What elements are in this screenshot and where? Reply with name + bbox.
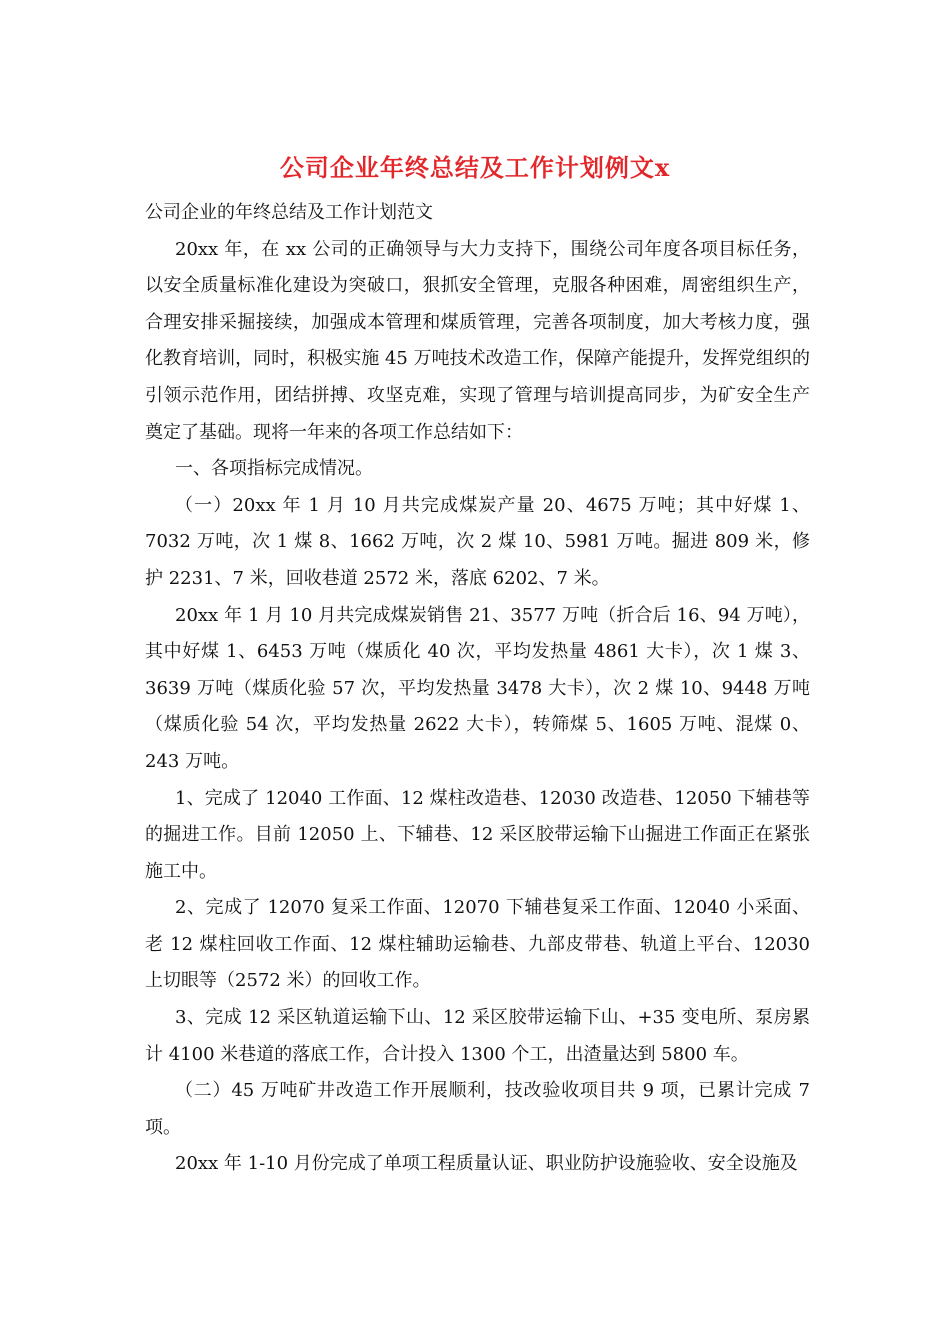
body-paragraph: 20xx 年，在 xx 公司的正确领导与大力支持下，围绕公司年度各项目标任务，以安全质量标准化建设为突破口，狠抓安全管理，克服各种困难，周密组织生产，合理安排采掘接续，加强成本管理和煤质管理，完善各项制度，加大考核力度，强化教育培训，同时，积极实施 45 万吨技术改造工作，保障产能提升，发挥党组织的引领示范作用，团结拼搏、攻坚克难，实现了管理与培训提高同步，为矿安全生产奠定了基础。现将一年来的各项工作总结如下： <box>145 238 810 443</box>
body-paragraph: 20xx 年 1 月 10 月共完成煤炭销售 21、3577 万吨（折合后 16、94 万吨），其中好煤 1、6453 万吨（煤质化 40 次，平均发热量 4861 大卡），次 1 煤 3、3639 万吨（煤质化验 57 次，平均发热量 3478 大卡），次 2 煤 10、9448 万吨（煤质化验 54 次，平均发热量 2622 大卡），转筛煤 5、1605 万吨、混煤 0、243 万吨。 <box>145 604 810 772</box>
body-paragraph: 20xx 年 1-10 月份完成了单项工程质量认证、职业防护设施验收、安全设施及 <box>175 1153 798 1175</box>
body-paragraph: 1、完成了 12040 工作面、12 煤柱改造巷、12030 改造巷、12050 下辅巷等的掘进工作。目前 12050 上、下辅巷、12 采区胶带运输下山掘进工作面正在紧张施工中。 <box>145 787 810 882</box>
subtitle-paragraph: 公司企业的年终总结及工作计划范文 <box>145 202 433 223</box>
section-heading: 一、各项指标完成情况。 <box>175 458 373 480</box>
body-paragraph: （一）20xx 年 1 月 10 月共完成煤炭产量 20、4675 万吨；其中好煤 1、7032 万吨，次 1 煤 8、1662 万吨，次 2 煤 10、5981 万吨。掘进 809 米，修护 2231、7 米，回收巷道 2572 米，落底 6202、7 米。 <box>145 494 810 589</box>
body-paragraph: 3、完成 12 采区轨道运输下山、12 采区胶带运输下山、+35 变电所、泵房累计 4100 米巷道的落底工作，合计投入 1300 个工，出渣量达到 5800 车。 <box>145 1007 810 1065</box>
document-body <box>145 195 810 1183</box>
body-paragraph: （二）45 万吨矿井改造工作开展顺利，技改验收项目共 9 项，已累计完成 7 项。 <box>145 1080 810 1138</box>
document-title: 公司企业年终总结及工作计划例文x <box>279 153 671 182</box>
body-paragraph: 2、完成了 12070 复采工作面、12070 下辅巷复采工作面、12040 小采面、老 12 煤柱回收工作面、12 煤柱辅助运输巷、九部皮带巷、轨道上平台、12030 上切眼等（2572 米）的回收工作。 <box>145 897 810 992</box>
